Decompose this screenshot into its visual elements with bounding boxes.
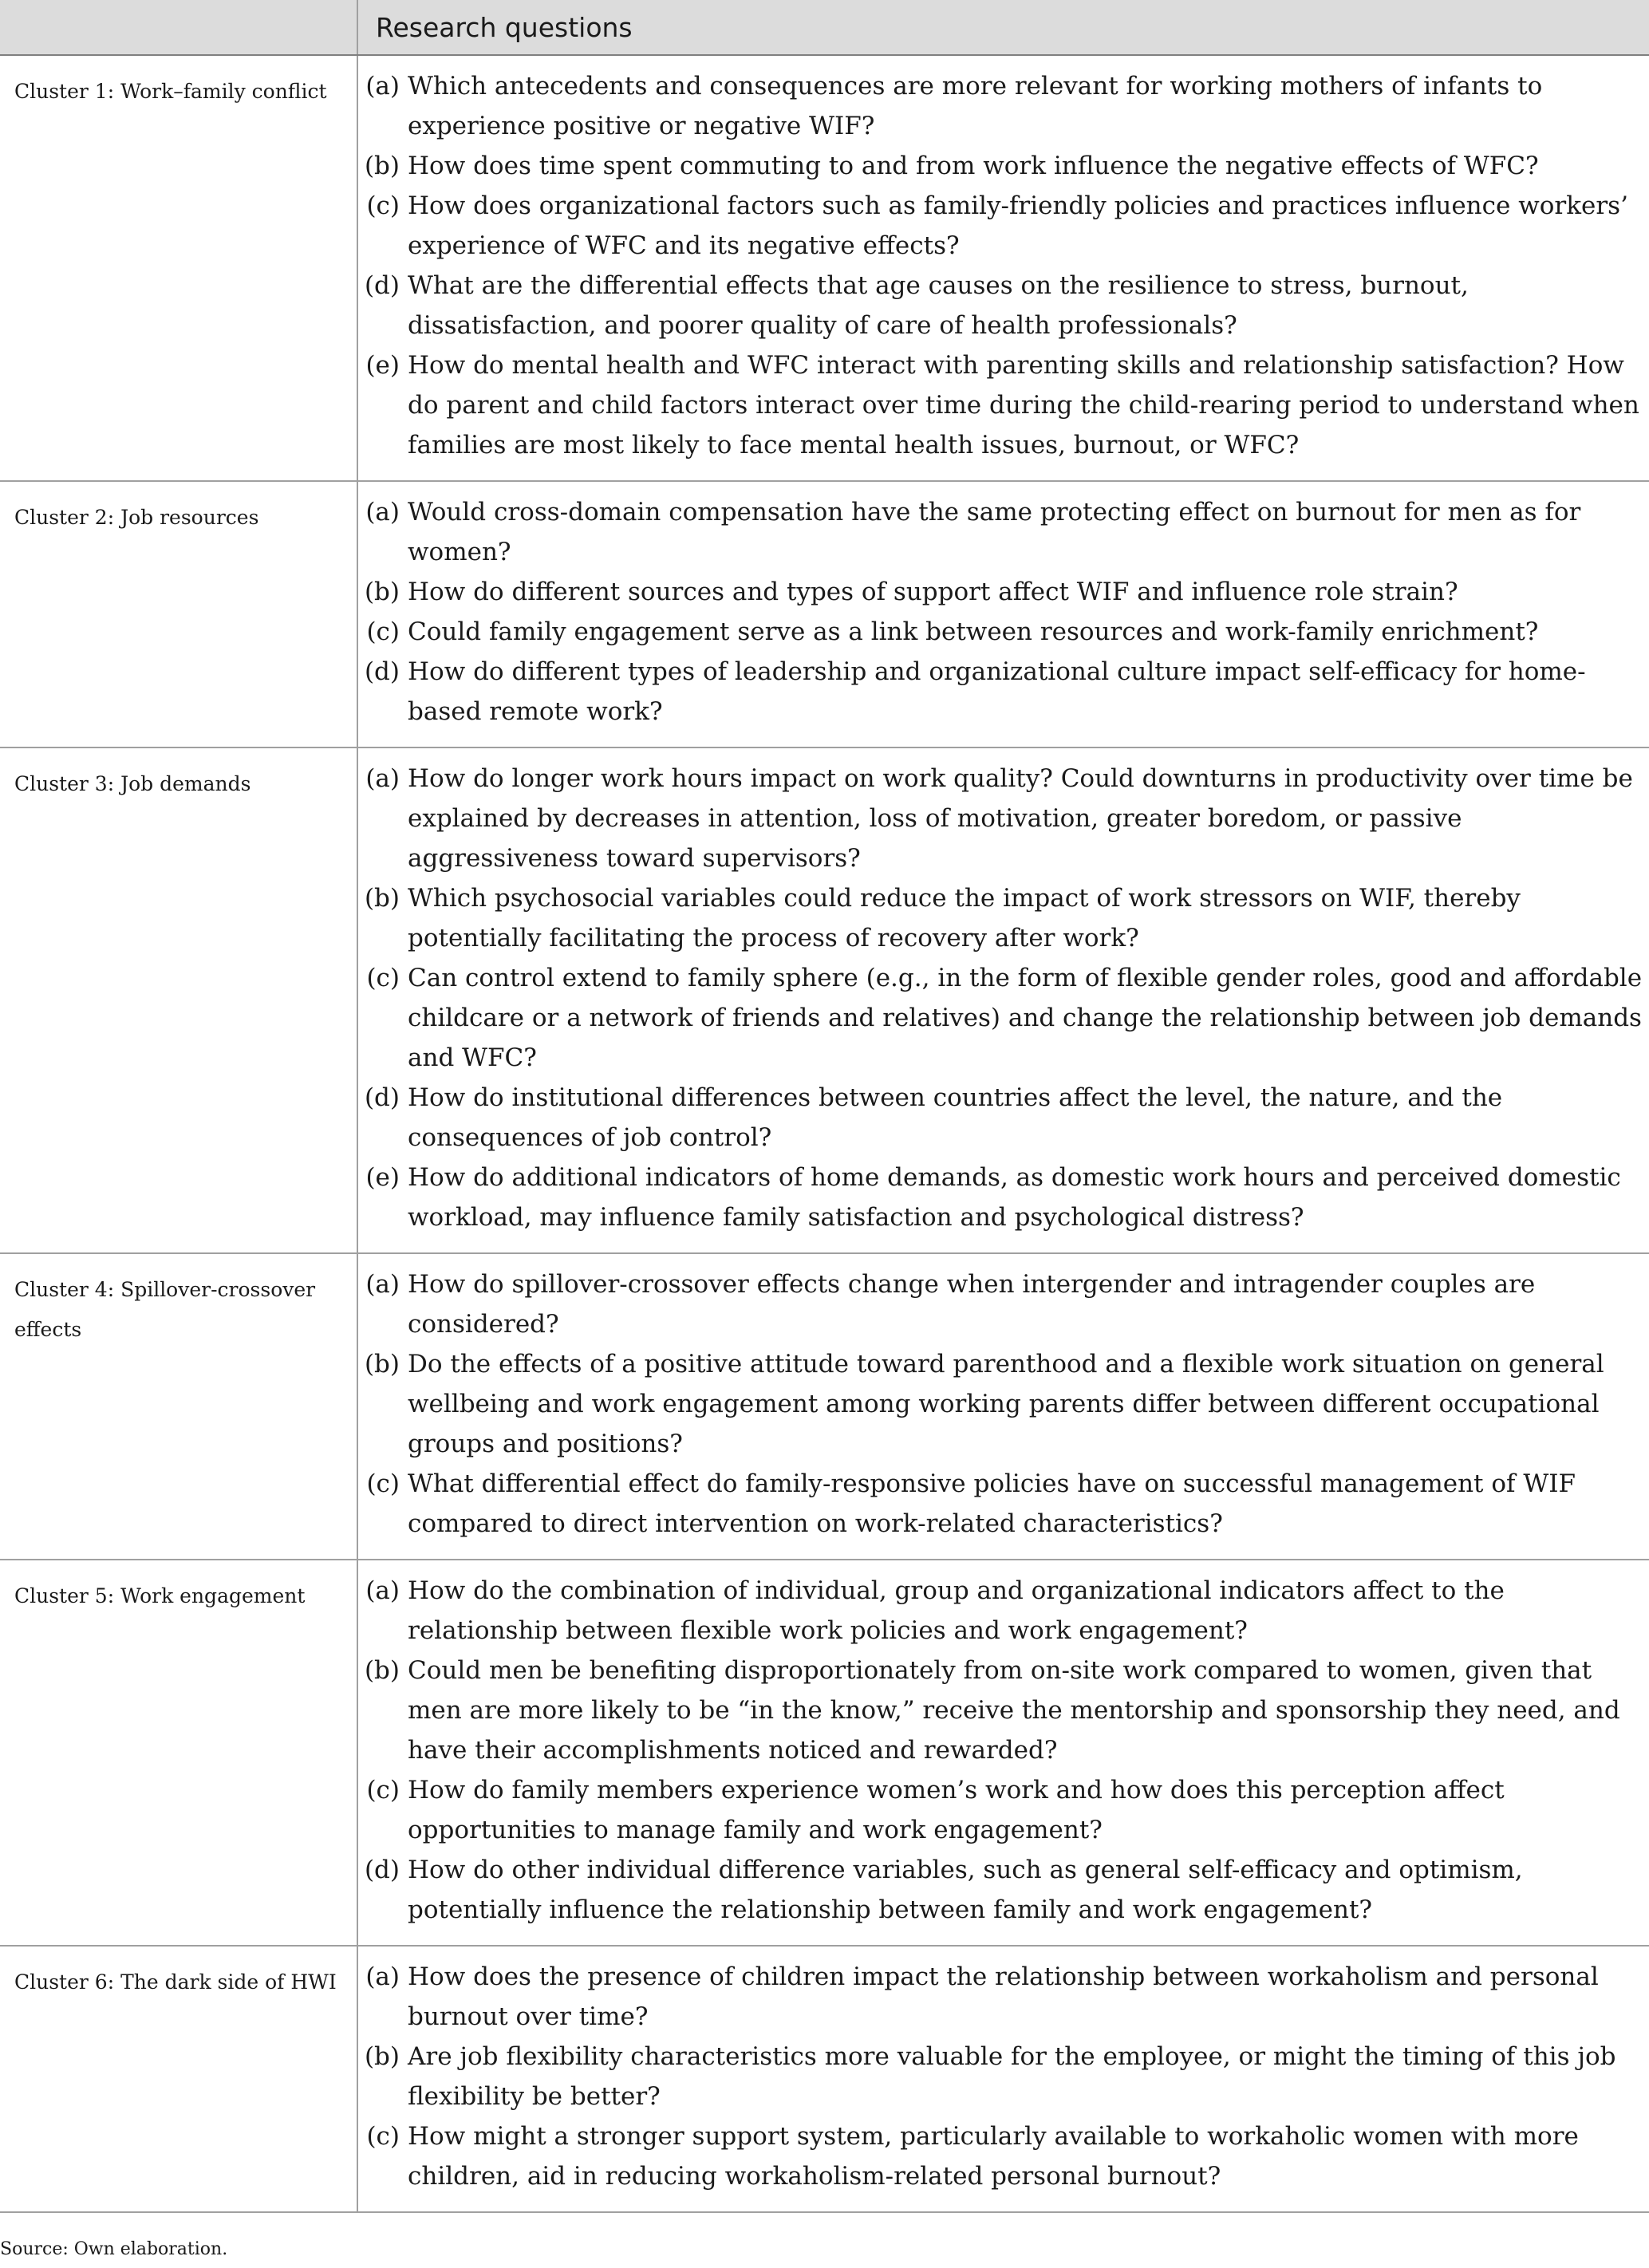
question-item [358, 345, 1643, 465]
question-item [358, 186, 1643, 266]
question-item [358, 572, 1643, 612]
question-list [357, 55, 1649, 481]
question-text: Which antecedents and consequences are more relevant for working mothers of infants to experience positive or negative WIF? [408, 72, 1543, 140]
question-label: (b) [364, 884, 400, 913]
question-label: (d) [364, 271, 400, 300]
question-label: (c) [366, 964, 400, 992]
table-row [0, 481, 1649, 747]
question-list [357, 1253, 1649, 1560]
question-item [358, 1651, 1643, 1770]
question-text: How do institutional differences between countries affect the level, the nature, and the consequences of job control? [408, 1083, 1503, 1152]
question-label: (b) [364, 1350, 400, 1379]
question-item [358, 66, 1643, 146]
question-text: How do family members experience women’s work and how does this perception affect opportunities to manage family and work engagement? [408, 1776, 1505, 1844]
question-text: How does the presence of children impact the relationship between workaholism and personal burnout over time? [408, 1962, 1599, 2031]
cluster-name: Cluster 2: Job resources [0, 481, 357, 747]
question-item [358, 2037, 1643, 2116]
question-item [358, 759, 1643, 878]
question-text: Would cross-domain compensation have the same protecting effect on burnout for men as for women? [408, 498, 1581, 566]
question-item [358, 1571, 1643, 1651]
question-label: (c) [366, 617, 400, 646]
question-label: (d) [364, 1856, 400, 1884]
table-source-note: Source: Own elaboration. [0, 2239, 228, 2259]
question-text: How do additional indicators of home demands, as domestic work hours and perceived domestic workload, may influence family satisfaction and psychological distress? [408, 1163, 1621, 1232]
question-label: (b) [364, 152, 400, 180]
table-row [0, 1946, 1649, 2212]
question-text: How might a stronger support system, particularly available to workaholic women with more children, aid in reducing workaholism-related personal burnout? [408, 2122, 1579, 2191]
question-label: (b) [364, 578, 400, 606]
question-item [358, 1850, 1643, 1930]
question-text: How do different types of leadership and organizational culture impact self-efficacy for home-based remote work? [408, 657, 1586, 726]
question-text: How does organizational factors such as family-friendly policies and practices influence workers’ experience of WFC and its negative effects? [408, 191, 1628, 260]
question-label: (c) [366, 2122, 400, 2151]
question-item [358, 1464, 1643, 1544]
question-label: (c) [366, 1469, 400, 1498]
question-label: (d) [364, 657, 400, 686]
question-text: How do different sources and types of support affect WIF and influence role strain? [408, 578, 1458, 606]
question-item [358, 878, 1643, 958]
question-text: Are job flexibility characteristics more valuable for the employee, or might the timing of this job flexibility be better? [408, 2042, 1616, 2111]
question-list [357, 1560, 1649, 1946]
question-item [358, 1264, 1643, 1344]
question-item [358, 1957, 1643, 2037]
table-body [0, 55, 1649, 2212]
question-text: How do longer work hours impact on work quality? Could downturns in productivity over time be explained by decreases in attention, loss of motivation, greater boredom, or passive aggressiveness toward supervisors? [408, 764, 1633, 873]
table-header-row [0, 0, 1649, 55]
table-row [0, 1560, 1649, 1946]
question-label: (e) [365, 351, 400, 380]
question-item [358, 1078, 1643, 1158]
question-label: (a) [365, 1962, 400, 1991]
cluster-name: Cluster 1: Work–family conflict [0, 55, 357, 481]
question-item [358, 1344, 1643, 1464]
question-label: (b) [364, 1656, 400, 1685]
question-item [358, 492, 1643, 572]
table-row [0, 747, 1649, 1253]
question-list [357, 747, 1649, 1253]
question-label: (c) [366, 191, 400, 220]
question-item [358, 1158, 1643, 1237]
question-label: (a) [365, 764, 400, 793]
question-label: (b) [364, 2042, 400, 2071]
header-cluster [0, 0, 357, 55]
question-label: (c) [366, 1776, 400, 1805]
cluster-name: Cluster 4: Spillover-crossover effects [0, 1253, 357, 1560]
question-item [358, 1770, 1643, 1850]
table-row [0, 1253, 1649, 1560]
question-label: (a) [365, 1270, 400, 1299]
question-text: What are the differential effects that age causes on the resilience to stress, burnout, dissatisfaction, and poorer quality of care of health professionals? [408, 271, 1469, 340]
table-row [0, 55, 1649, 481]
question-text: Which psychosocial variables could reduce the impact of work stressors on WIF, thereby potentially facilitating the process of recovery after work? [408, 884, 1521, 953]
question-label: (d) [364, 1083, 400, 1112]
question-item [358, 958, 1643, 1078]
cluster-name: Cluster 6: The dark side of HWI [0, 1946, 357, 2212]
question-item [358, 146, 1643, 186]
question-item [358, 652, 1643, 732]
question-text: How does time spent commuting to and from work influence the negative effects of WFC? [408, 152, 1539, 180]
question-item [358, 612, 1643, 652]
question-label: (a) [365, 498, 400, 527]
question-item [358, 2116, 1643, 2196]
question-text: Could family engagement serve as a link between resources and work-family enrichment? [408, 617, 1539, 646]
question-label: (a) [365, 1576, 400, 1605]
question-label: (a) [365, 72, 400, 101]
question-list [357, 481, 1649, 747]
header-research-questions: Research questions [357, 0, 1649, 55]
cluster-name: Cluster 5: Work engagement [0, 1560, 357, 1946]
question-text: How do the combination of individual, group and organizational indicators affect to the relationship between flexible work policies and work engagement? [408, 1576, 1505, 1645]
question-text: Do the effects of a positive attitude toward parenthood and a flexible work situation on general wellbeing and work engagement among working parents differ between different occupational groups and positions? [408, 1350, 1604, 1458]
question-label: (e) [365, 1163, 400, 1192]
question-text: Can control extend to family sphere (e.g., in the form of flexible gender roles, good and affordable childcare or a network of friends and relatives) and change the relationship between job demands and WFC? [408, 964, 1643, 1072]
question-text: What differential effect do family-responsive policies have on successful management of WIF compared to direct intervention on work-related characteristics? [408, 1469, 1576, 1538]
question-list [357, 1946, 1649, 2212]
question-text: How do spillover-crossover effects change when intergender and intragender couples are considered? [408, 1270, 1536, 1339]
question-text: Could men be benefiting disproportionately from on-site work compared to women, given that men are more likely to be “in the know,” receive the mentorship and sponsorship they need, and have their accomplishments noticed and rewarded? [408, 1656, 1620, 1765]
question-text: How do mental health and WFC interact with parenting skills and relationship satisfaction? How do parent and child factors interact over time during the child-rearing period to understand when families are most likely to face mental health issues, burnout, or WFC? [408, 351, 1639, 460]
question-item [358, 266, 1643, 345]
question-text: How do other individual difference variables, such as general self-efficacy and optimism, potentially influence the relationship between family and work engagement? [408, 1856, 1523, 1924]
cluster-name: Cluster 3: Job demands [0, 747, 357, 1253]
